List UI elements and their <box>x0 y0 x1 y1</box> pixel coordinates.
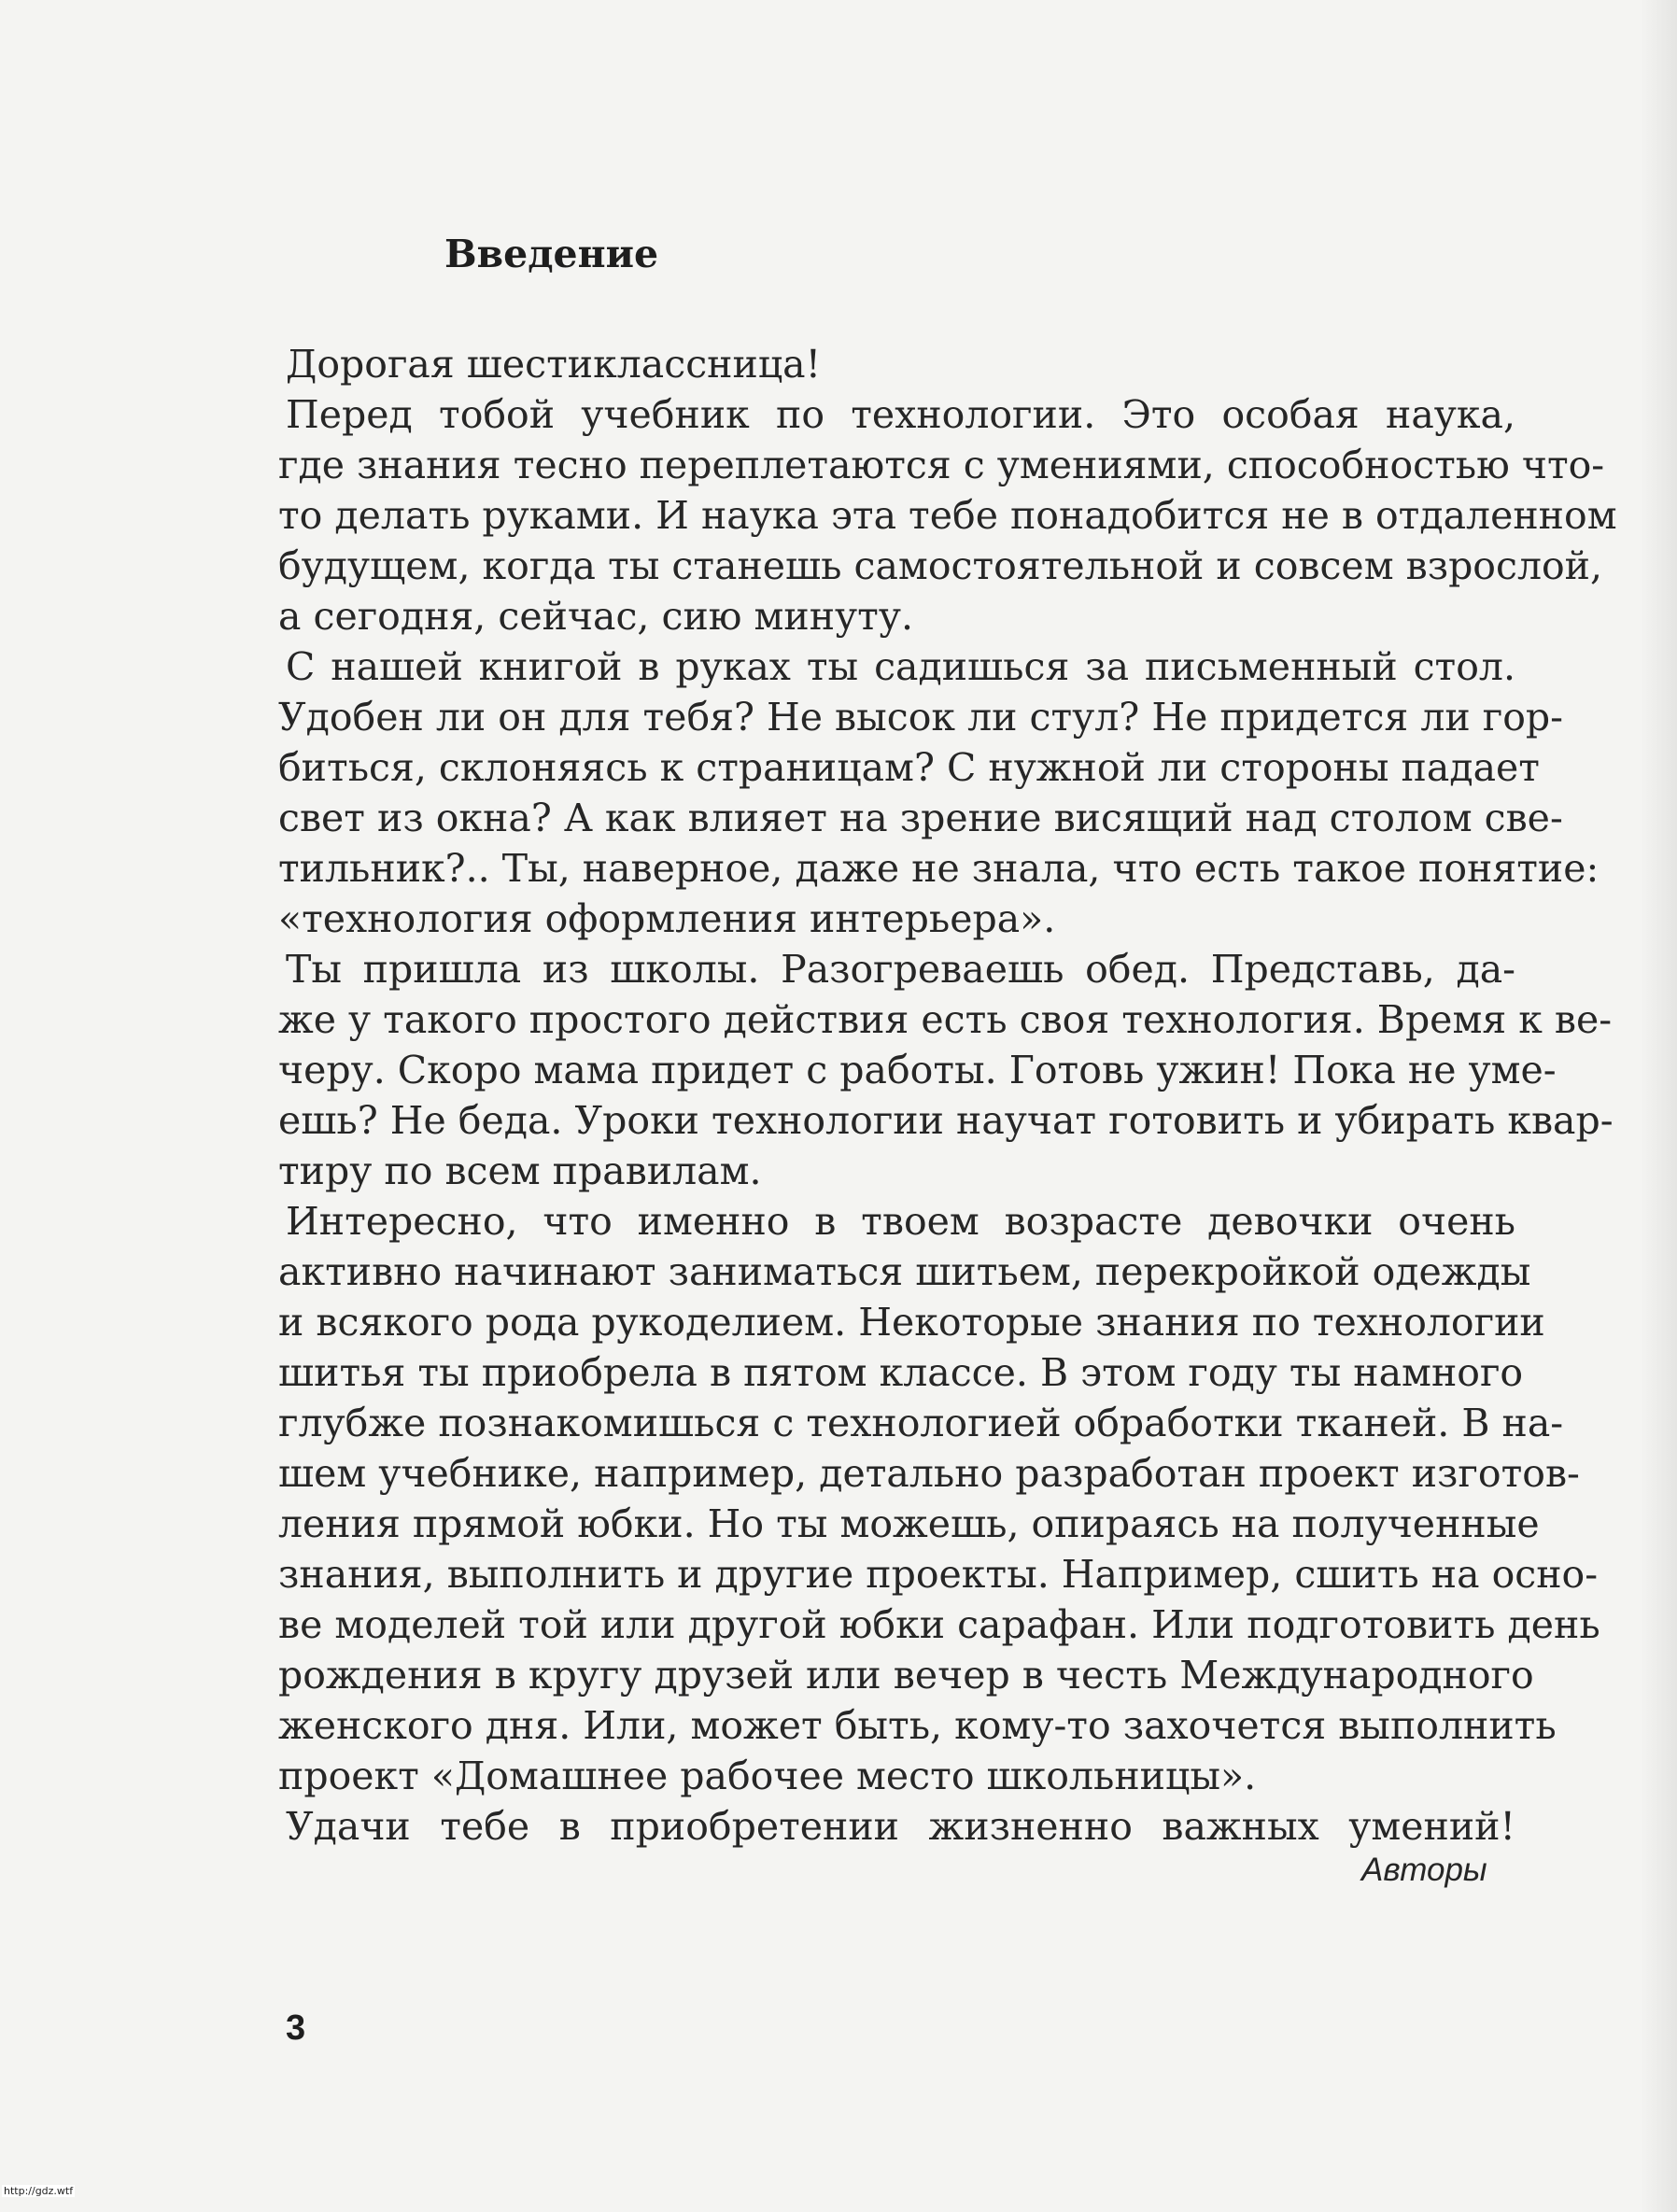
text-line: а сегодня, сейчас, сию минуту. <box>278 594 914 639</box>
text-line: шитья ты приобрела в пятом классе. В этом году ты намного <box>278 1350 1524 1395</box>
text-line: шем учебнике, например, детально разработан проект изготов- <box>278 1451 1580 1496</box>
page-number: 3 <box>286 2008 306 2048</box>
text-line: Удобен ли он для тебя? Не высок ли стул? Не придется ли гор- <box>278 695 1563 740</box>
text-line: глубже познакомишься с технологией обработки тканей. В на- <box>278 1401 1564 1445</box>
text-line: будущем, когда ты станешь самостоятельной и совсем взрослой, <box>278 543 1603 588</box>
text-line: знания, выполнить и другие проекты. Например, сшить на осно- <box>278 1552 1599 1597</box>
text-line: Перед тобой учебник по технологии. Это особая наука, <box>286 392 1515 437</box>
text-line: ве моделей той или другой юбки сарафан. Или подготовить день <box>278 1602 1600 1647</box>
text-line: свет из окна? А как влияет на зрение висящий над столом све- <box>278 796 1563 840</box>
text-line: черу. Скоро мама придет с работы. Готовь ужин! Пока не уме- <box>278 1048 1557 1092</box>
text-line: тильник?.. Ты, наверное, даже не знала, что есть такое понятие: <box>278 846 1599 891</box>
signature: Авторы <box>1361 1852 1487 1888</box>
text-line: активно начинают заниматься шитьем, перекройкой одежды <box>278 1249 1531 1294</box>
text-line: проект «Домашнее рабочее место школьницы». <box>278 1754 1257 1798</box>
text-line: ления прямой юбки. Но ты можешь, опираясь на полученные <box>278 1501 1540 1546</box>
text-line: Удачи тебе в приобретении жизненно важных умений! <box>286 1804 1515 1849</box>
text-line: же у такого простого действия есть своя технология. Время к ве- <box>278 997 1613 1042</box>
text-line: и всякого рода рукоделием. Некоторые знания по технологии <box>278 1300 1545 1345</box>
page-edge-shadow <box>1640 0 1677 2212</box>
text-line: Ты пришла из школы. Разогреваешь обед. Представь, да- <box>286 947 1515 992</box>
section-heading: Введение <box>444 232 659 276</box>
text-line: тиру по всем правилам. <box>278 1148 762 1193</box>
text-line: С нашей книгой в руках ты садишься за письменный стол. <box>286 644 1515 689</box>
text-line: Интересно, что именно в твоем возрасте девочки очень <box>286 1199 1515 1244</box>
text-line: рождения в кругу друзей или вечер в честь Международного <box>278 1653 1534 1698</box>
text-line: женского дня. Или, может быть, кому-то захочется выполнить <box>278 1703 1557 1748</box>
text-line: «технология оформления интерьера». <box>278 896 1056 941</box>
text-line: то делать руками. И наука эта тебе понадобится не в отдаленном <box>278 493 1617 538</box>
watermark-url: http://gdz.wtf <box>4 2185 74 2197</box>
text-line: Дорогая шестиклассница! <box>286 342 822 387</box>
text-line: где знания тесно переплетаются с умениями, способностью что- <box>278 443 1605 487</box>
text-line: биться, склоняясь к страницам? С нужной ли стороны падает <box>278 745 1540 790</box>
text-line: ешь? Не беда. Уроки технологии научат готовить и убирать квар- <box>278 1098 1614 1143</box>
